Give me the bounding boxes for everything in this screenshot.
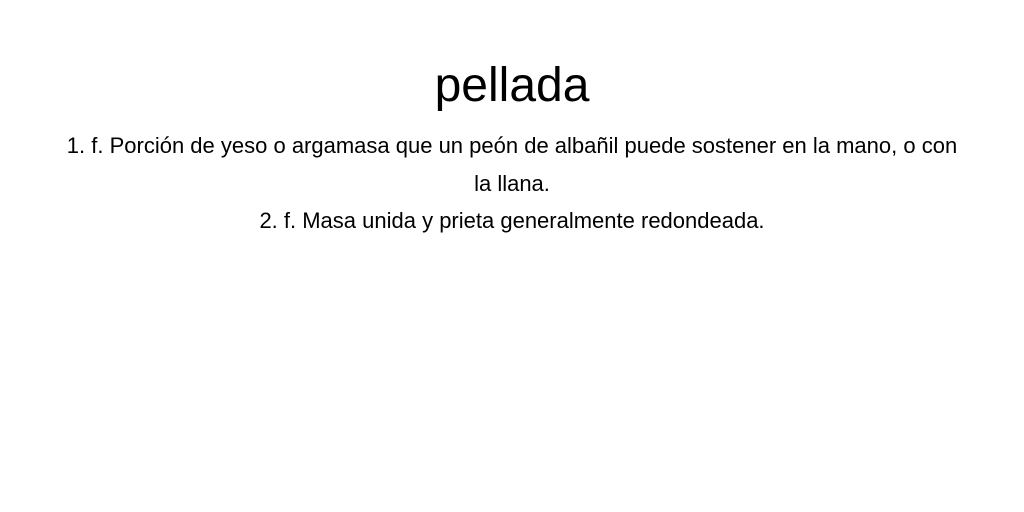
entry-headword: pellada [434, 59, 590, 112]
definitions-list [62, 127, 962, 240]
definition-item: 2. f. Masa unida y prieta generalmente redondeada. [259, 208, 765, 233]
definition-item: 1. f. Porción de yeso o argamasa que un peón de albañil puede sostener en la mano, o con la llana. [66, 133, 958, 196]
